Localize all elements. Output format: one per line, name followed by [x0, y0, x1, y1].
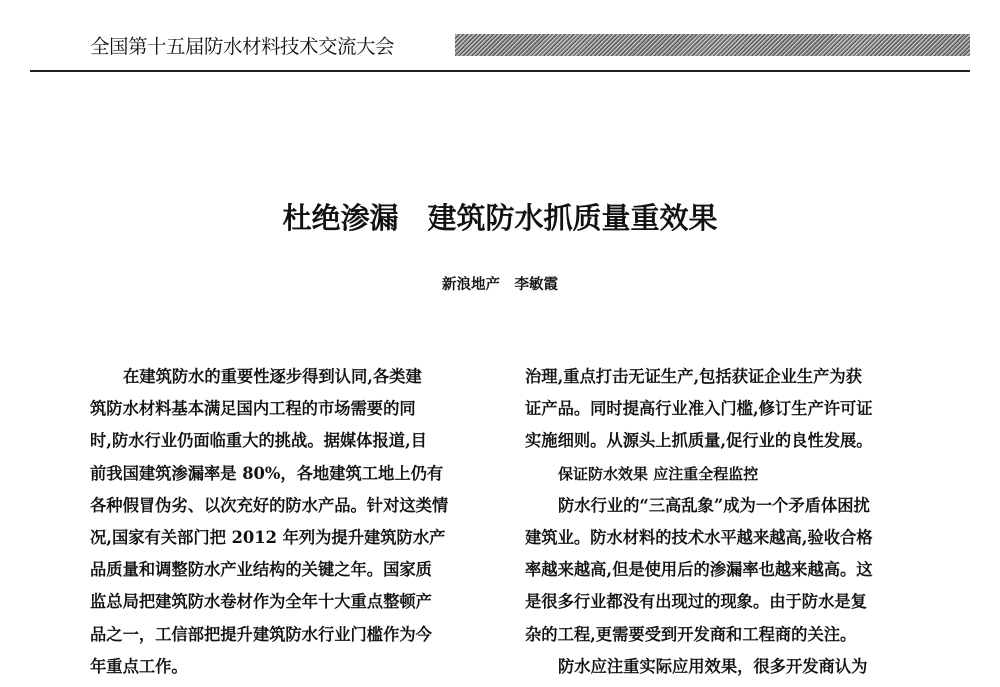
- text-line: 建筑业。防水材料的技术水平越来越高,验收合格: [525, 527, 873, 547]
- article-author: 新浪地产 李敏霞: [442, 276, 558, 293]
- text-line: 在建筑防水的重要性逐步得到认同,各类建: [123, 367, 422, 386]
- header-hatched-bar: [455, 34, 970, 56]
- text-line: 防水行业的“三高乱象”成为一个矛盾体困扰: [558, 495, 870, 515]
- text-line: 杂的工程,更需要受到开发商和工程商的关注。: [525, 624, 857, 644]
- text-line: 是很多行业都没有出现过的现象。由于防水是复: [525, 592, 867, 612]
- left-column: [90, 361, 470, 683]
- header-rule: [30, 70, 970, 72]
- text-line: 防水应注重实际应用效果，很多开发商认为: [558, 656, 868, 676]
- conference-title: 全国第十五届防水材料技术交流大会: [90, 35, 395, 58]
- text-line: 筑防水材料基本满足国内工程的市场需要的同: [90, 399, 416, 419]
- section-heading: 保证防水效果 应注重全程监控: [558, 464, 759, 483]
- article-title: 杜绝渗漏 建筑防水抓质量重效果: [282, 201, 718, 235]
- text-line: 时,防水行业仍面临重大的挑战。据媒体报道,目: [90, 431, 427, 451]
- text-line: 治理,重点打击无证生产,包括获证企业生产为获: [525, 367, 862, 386]
- text-line: 况,国家有关部门把 2012 年列为提升建筑防水产: [90, 527, 446, 547]
- text-line: 各种假冒伪劣、以次充好的防水产品。针对这类情: [90, 495, 449, 515]
- text-line: 品质量和调整防水产业结构的关键之年。国家质: [90, 560, 432, 580]
- text-line: 证产品。同时提高行业准入门槛,修订生产许可证: [525, 399, 873, 419]
- text-line: 监总局把建筑防水卷材作为全年十大重点整顿产: [90, 592, 432, 612]
- text-line: 品之一，工信部把提升建筑防水行业门槛作为今: [90, 624, 432, 644]
- right-column: [525, 361, 910, 683]
- text-line: 年重点工作。: [90, 656, 188, 676]
- text-line: 实施细则。从源头上抓质量,促行业的良性发展。: [525, 431, 873, 451]
- text-line: 率越来越高,但是使用后的渗漏率也越来越高。这: [525, 560, 873, 580]
- text-line: 前我国建筑渗漏率是 80%，各地建筑工地上仍有: [90, 463, 444, 483]
